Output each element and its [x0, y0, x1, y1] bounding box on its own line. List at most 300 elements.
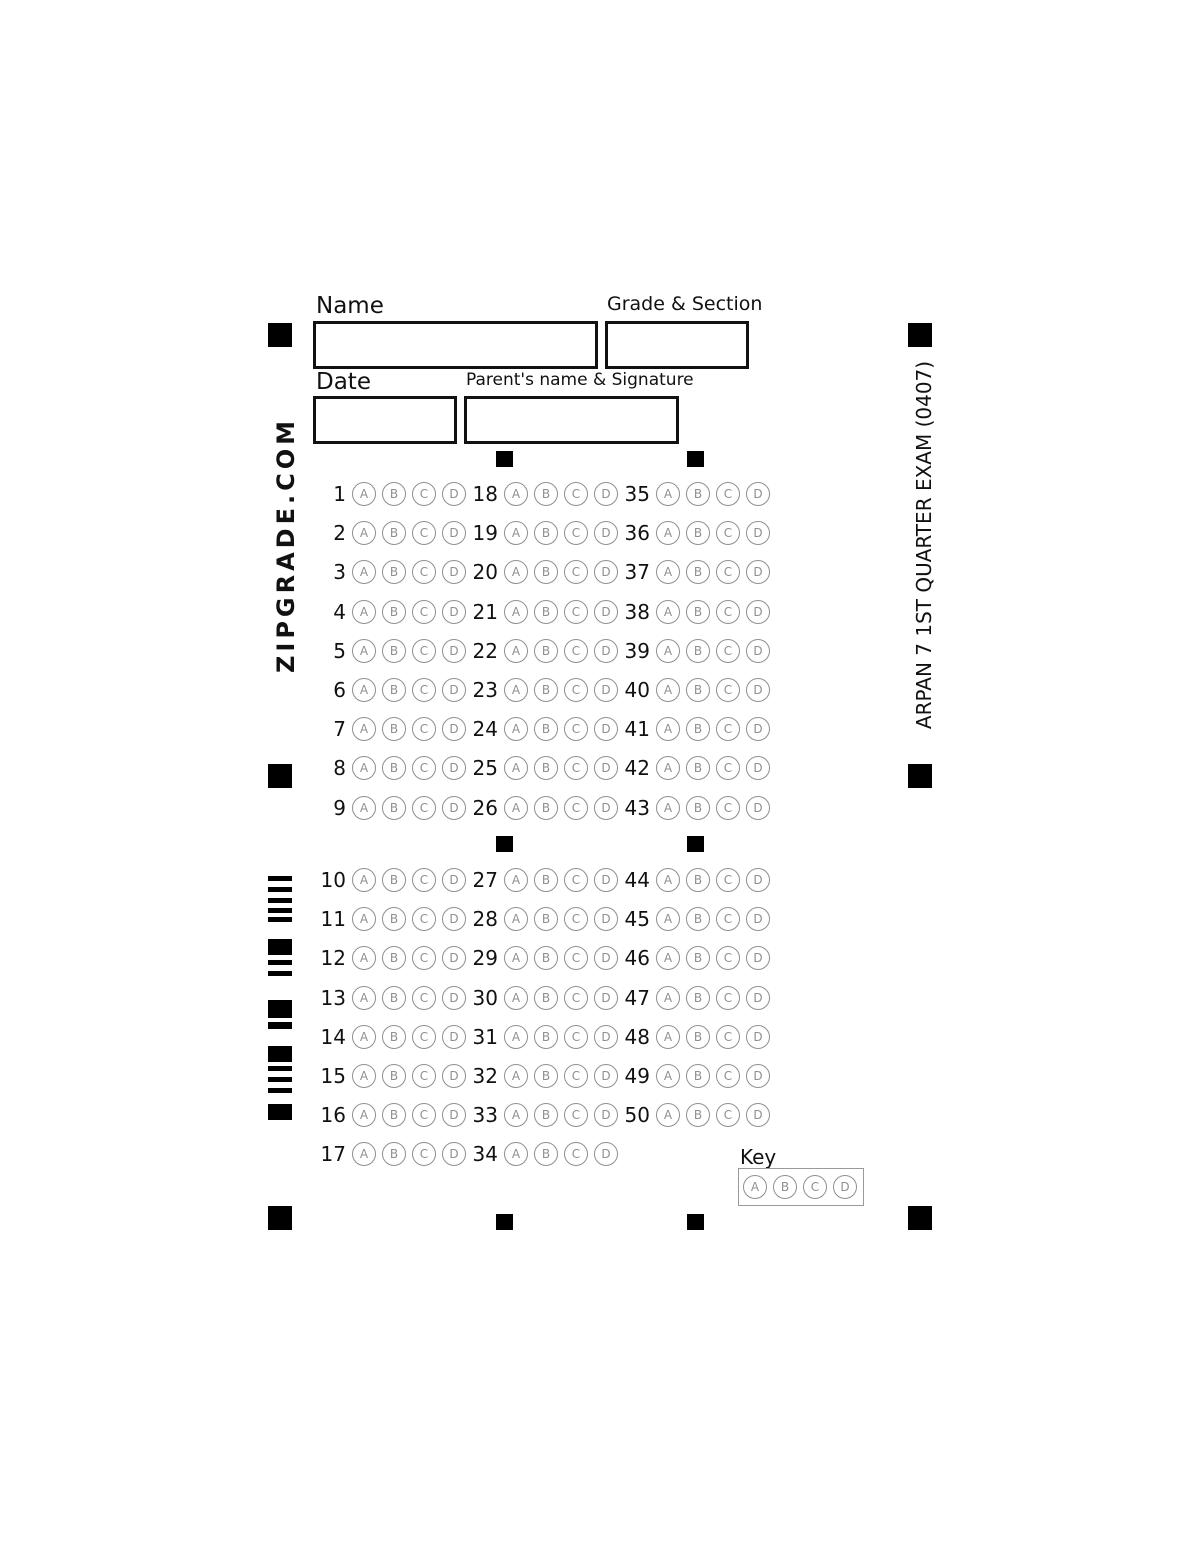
question-row — [622, 1024, 776, 1050]
answer-bubble-d[interactable]: D — [746, 560, 770, 584]
timing-bar — [268, 898, 292, 903]
answer-bubble-c[interactable]: C — [412, 946, 436, 970]
answer-bubble-a[interactable]: A — [504, 907, 528, 931]
answer-bubble-b[interactable]: B — [686, 907, 710, 931]
question-row — [622, 677, 776, 703]
answer-bubble-d[interactable]: D — [594, 796, 618, 820]
answer-bubble-b[interactable]: B — [686, 1064, 710, 1088]
question-row — [622, 985, 776, 1011]
answer-bubble-c[interactable]: C — [412, 1142, 436, 1166]
answer-bubble-b[interactable]: B — [382, 868, 406, 892]
alignment-marker — [687, 451, 704, 467]
question-number: 4 — [333, 599, 346, 624]
timing-bar — [268, 876, 292, 881]
question-number: 2 — [333, 521, 346, 546]
answer-bubble-c[interactable]: C — [412, 907, 436, 931]
answer-bubble-a[interactable]: A — [504, 678, 528, 702]
parent-signature-label: Parent's name & Signature — [466, 370, 694, 390]
answer-bubble-d[interactable]: D — [746, 868, 770, 892]
answer-bubble-c[interactable]: C — [716, 1025, 740, 1049]
answer-bubble-d[interactable]: D — [442, 756, 466, 780]
question-number: 38 — [624, 599, 650, 624]
answer-bubble-b[interactable]: B — [382, 1103, 406, 1127]
answer-bubble-c[interactable]: C — [716, 639, 740, 663]
answer-bubble-b[interactable]: B — [686, 796, 710, 820]
answer-bubble-c[interactable]: C — [716, 1064, 740, 1088]
question-number: 10 — [320, 868, 346, 892]
answer-bubble-b[interactable]: B — [686, 756, 710, 780]
answer-bubble-c[interactable]: C — [412, 560, 436, 584]
key-box — [738, 1168, 864, 1206]
answer-bubble-a[interactable]: A — [656, 482, 680, 506]
answer-bubble-b[interactable]: B — [534, 482, 558, 506]
question-row — [622, 559, 776, 585]
answer-bubble-b[interactable]: B — [686, 1025, 710, 1049]
answer-bubble-a[interactable]: A — [352, 1142, 376, 1166]
answer-bubble-c[interactable]: C — [716, 868, 740, 892]
alignment-marker — [496, 451, 513, 467]
answer-bubble-b[interactable]: B — [534, 1142, 558, 1166]
answer-bubble-b[interactable]: B — [382, 678, 406, 702]
answer-bubble-d[interactable]: D — [746, 986, 770, 1010]
answer-bubble-a[interactable]: A — [656, 796, 680, 820]
answer-bubble-b[interactable]: B — [686, 560, 710, 584]
answer-bubble-b[interactable]: B — [686, 986, 710, 1010]
answer-bubble-c[interactable]: C — [716, 756, 740, 780]
question-row — [470, 599, 624, 625]
alignment-marker — [496, 1214, 513, 1230]
answer-bubble-a[interactable]: A — [504, 639, 528, 663]
timing-bar — [268, 887, 292, 892]
answer-bubble-d[interactable]: D — [594, 946, 618, 970]
brand-logo: ZIPGRADE.COM — [272, 416, 300, 674]
answer-bubble-a[interactable]: A — [352, 521, 376, 545]
answer-bubble-d[interactable]: D — [442, 600, 466, 624]
question-row — [318, 520, 472, 546]
question-number: 12 — [320, 946, 346, 971]
answer-bubble-c[interactable]: C — [412, 1103, 436, 1127]
answer-bubble-a[interactable]: A — [352, 907, 376, 931]
key-bubble-a: A — [743, 1175, 767, 1199]
answer-bubble-c[interactable]: C — [412, 678, 436, 702]
answer-bubble-d[interactable]: D — [594, 600, 618, 624]
question-number: 8 — [333, 756, 346, 781]
answer-bubble-d[interactable]: D — [442, 521, 466, 545]
answer-bubble-a[interactable]: A — [504, 600, 528, 624]
answer-bubble-b[interactable]: B — [382, 1142, 406, 1166]
question-number: 41 — [624, 717, 650, 742]
question-number: 23 — [472, 678, 498, 702]
answer-bubble-c[interactable]: C — [564, 482, 588, 506]
answer-bubble-a[interactable]: A — [352, 482, 376, 506]
question-row — [622, 520, 776, 546]
answer-bubble-c[interactable]: C — [564, 521, 588, 545]
answer-bubble-b[interactable]: B — [686, 868, 710, 892]
answer-bubble-a[interactable]: A — [504, 521, 528, 545]
alignment-marker — [268, 1206, 292, 1230]
answer-bubble-a[interactable]: A — [352, 1103, 376, 1127]
answer-bubble-d[interactable]: D — [442, 946, 466, 970]
answer-bubble-c[interactable]: C — [564, 986, 588, 1010]
answer-bubble-d[interactable]: D — [746, 1025, 770, 1049]
answer-bubble-b[interactable]: B — [686, 482, 710, 506]
answer-bubble-c[interactable]: C — [564, 1103, 588, 1127]
answer-bubble-a[interactable]: A — [656, 560, 680, 584]
answer-bubble-b[interactable]: B — [534, 946, 558, 970]
answer-bubble-a[interactable]: A — [656, 1064, 680, 1088]
answer-bubble-d[interactable]: D — [594, 1025, 618, 1049]
question-number: 33 — [472, 1103, 498, 1128]
timing-bar — [268, 908, 292, 913]
answer-bubble-d[interactable]: D — [746, 907, 770, 931]
question-number: 44 — [624, 868, 650, 892]
answer-bubble-c[interactable]: C — [716, 907, 740, 931]
answer-bubble-c[interactable]: C — [412, 482, 436, 506]
answer-bubble-a[interactable]: A — [656, 639, 680, 663]
answer-bubble-c[interactable]: C — [564, 600, 588, 624]
answer-bubble-d[interactable]: D — [746, 756, 770, 780]
answer-bubble-d[interactable]: D — [594, 1103, 618, 1127]
answer-bubble-c[interactable]: C — [564, 756, 588, 780]
answer-bubble-c[interactable]: C — [564, 796, 588, 820]
question-row — [318, 867, 472, 893]
question-row — [470, 867, 624, 893]
question-number: 48 — [624, 1024, 650, 1049]
answer-bubble-b[interactable]: B — [534, 907, 558, 931]
answer-bubble-c[interactable]: C — [716, 482, 740, 506]
answer-bubble-d[interactable]: D — [594, 560, 618, 584]
answer-bubble-b[interactable]: B — [686, 639, 710, 663]
answer-bubble-c[interactable]: C — [412, 521, 436, 545]
question-number: 49 — [624, 1064, 650, 1088]
answer-bubble-d[interactable]: D — [442, 986, 466, 1010]
answer-bubble-b[interactable]: B — [534, 868, 558, 892]
answer-bubble-a[interactable]: A — [504, 482, 528, 506]
answer-bubble-b[interactable]: B — [534, 678, 558, 702]
question-number: 34 — [472, 1142, 498, 1167]
timing-bar — [268, 1104, 292, 1120]
answer-bubble-a[interactable]: A — [352, 1025, 376, 1049]
answer-bubble-c[interactable]: C — [412, 756, 436, 780]
answer-bubble-d[interactable]: D — [746, 717, 770, 741]
answer-bubble-b[interactable]: B — [686, 717, 710, 741]
answer-bubble-a[interactable]: A — [656, 600, 680, 624]
answer-bubble-a[interactable]: A — [352, 560, 376, 584]
timing-bar — [268, 1022, 292, 1029]
answer-bubble-d[interactable]: D — [594, 521, 618, 545]
answer-bubble-c[interactable]: C — [412, 1064, 436, 1088]
answer-bubble-c[interactable]: C — [716, 946, 740, 970]
question-number: 36 — [624, 521, 650, 546]
answer-bubble-d[interactable]: D — [442, 1064, 466, 1088]
answer-bubble-a[interactable]: A — [656, 756, 680, 780]
answer-bubble-a[interactable]: A — [504, 1142, 528, 1166]
answer-bubble-d[interactable]: D — [442, 868, 466, 892]
answer-bubble-a[interactable]: A — [504, 1064, 528, 1088]
answer-bubble-d[interactable]: D — [746, 482, 770, 506]
answer-bubble-b[interactable]: B — [534, 1064, 558, 1088]
answer-bubble-c[interactable]: C — [412, 868, 436, 892]
answer-bubble-c[interactable]: C — [564, 868, 588, 892]
answer-bubble-d[interactable]: D — [442, 678, 466, 702]
answer-bubble-a[interactable]: A — [352, 600, 376, 624]
question-row — [470, 677, 624, 703]
answer-bubble-a[interactable]: A — [504, 1103, 528, 1127]
answer-bubble-c[interactable]: C — [412, 600, 436, 624]
answer-bubble-a[interactable]: A — [352, 1064, 376, 1088]
question-row — [318, 906, 472, 932]
question-row — [470, 1102, 624, 1128]
grade-section-field[interactable] — [605, 321, 749, 369]
answer-bubble-a[interactable]: A — [656, 1103, 680, 1127]
answer-bubble-b[interactable]: B — [534, 521, 558, 545]
question-number: 9 — [333, 795, 346, 820]
question-number: 24 — [472, 717, 498, 742]
answer-bubble-a[interactable]: A — [352, 986, 376, 1010]
timing-bar — [268, 960, 292, 965]
answer-bubble-a[interactable]: A — [656, 678, 680, 702]
question-number: 7 — [333, 717, 346, 742]
question-number: 17 — [320, 1142, 346, 1167]
answer-bubble-d[interactable]: D — [746, 678, 770, 702]
question-number: 29 — [472, 946, 498, 971]
answer-bubble-b[interactable]: B — [382, 796, 406, 820]
answer-bubble-b[interactable]: B — [382, 756, 406, 780]
question-row — [318, 559, 472, 585]
answer-bubble-d[interactable]: D — [442, 796, 466, 820]
question-row — [470, 755, 624, 781]
answer-bubble-a[interactable]: A — [656, 986, 680, 1010]
answer-bubble-a[interactable]: A — [352, 796, 376, 820]
question-number: 37 — [624, 560, 650, 585]
answer-bubble-a[interactable]: A — [352, 946, 376, 970]
question-row — [470, 481, 624, 507]
answer-bubble-b[interactable]: B — [534, 986, 558, 1010]
answer-bubble-d[interactable]: D — [442, 639, 466, 663]
answer-bubble-a[interactable]: A — [504, 796, 528, 820]
alignment-marker — [908, 1206, 932, 1230]
answer-bubble-a[interactable]: A — [352, 717, 376, 741]
question-row — [318, 1102, 472, 1128]
answer-bubble-c[interactable]: C — [716, 678, 740, 702]
answer-bubble-b[interactable]: B — [382, 600, 406, 624]
answer-bubble-c[interactable]: C — [716, 521, 740, 545]
answer-bubble-b[interactable]: B — [534, 717, 558, 741]
answer-bubble-c[interactable]: C — [716, 986, 740, 1010]
question-row — [622, 599, 776, 625]
answer-bubble-b[interactable]: B — [686, 600, 710, 624]
answer-bubble-b[interactable]: B — [382, 482, 406, 506]
timing-bar — [268, 1066, 292, 1071]
name-field[interactable] — [313, 321, 598, 369]
answer-bubble-a[interactable]: A — [656, 717, 680, 741]
answer-bubble-d[interactable]: D — [594, 986, 618, 1010]
answer-bubble-a[interactable]: A — [656, 1025, 680, 1049]
key-bubble-c: C — [803, 1175, 827, 1199]
answer-bubble-a[interactable]: A — [656, 907, 680, 931]
answer-bubble-b[interactable]: B — [382, 907, 406, 931]
answer-bubble-b[interactable]: B — [534, 560, 558, 584]
answer-bubble-d[interactable]: D — [442, 1142, 466, 1166]
answer-bubble-d[interactable]: D — [746, 600, 770, 624]
date-field[interactable] — [313, 396, 457, 444]
answer-bubble-a[interactable]: A — [504, 717, 528, 741]
answer-bubble-d[interactable]: D — [746, 1064, 770, 1088]
answer-bubble-c[interactable]: C — [564, 1025, 588, 1049]
alignment-marker — [687, 836, 704, 852]
alignment-marker — [496, 836, 513, 852]
answer-bubble-b[interactable]: B — [534, 756, 558, 780]
answer-bubble-a[interactable]: A — [504, 1025, 528, 1049]
question-row — [470, 985, 624, 1011]
answer-bubble-d[interactable]: D — [746, 1103, 770, 1127]
date-label: Date — [316, 369, 371, 395]
answer-bubble-b[interactable]: B — [382, 1025, 406, 1049]
question-row — [318, 945, 472, 971]
key-bubble-d: D — [833, 1175, 857, 1199]
question-number: 30 — [472, 985, 498, 1010]
answer-bubble-c[interactable]: C — [564, 946, 588, 970]
question-row — [470, 559, 624, 585]
answer-bubble-b[interactable]: B — [382, 986, 406, 1010]
question-row — [470, 906, 624, 932]
answer-bubble-b[interactable]: B — [382, 717, 406, 741]
name-label: Name — [316, 293, 384, 319]
answer-bubble-c[interactable]: C — [564, 1064, 588, 1088]
answer-bubble-d[interactable]: D — [746, 796, 770, 820]
answer-bubble-d[interactable]: D — [442, 907, 466, 931]
answer-bubble-c[interactable]: C — [564, 639, 588, 663]
answer-bubble-d[interactable]: D — [594, 639, 618, 663]
question-number: 16 — [320, 1103, 346, 1128]
answer-bubble-c[interactable]: C — [564, 717, 588, 741]
answer-bubble-b[interactable]: B — [686, 946, 710, 970]
answer-bubble-b[interactable]: B — [686, 678, 710, 702]
answer-bubble-d[interactable]: D — [594, 678, 618, 702]
question-number: 13 — [320, 985, 346, 1010]
answer-bubble-a[interactable]: A — [656, 946, 680, 970]
answer-bubble-c[interactable]: C — [716, 1103, 740, 1127]
answer-bubble-a[interactable]: A — [352, 756, 376, 780]
answer-bubble-b[interactable]: B — [382, 639, 406, 663]
answer-bubble-c[interactable]: C — [564, 1142, 588, 1166]
answer-bubble-d[interactable]: D — [746, 946, 770, 970]
answer-bubble-c[interactable]: C — [412, 717, 436, 741]
question-row — [470, 716, 624, 742]
question-number: 27 — [472, 868, 498, 892]
answer-bubble-b[interactable]: B — [382, 560, 406, 584]
answer-bubble-d[interactable]: D — [594, 1064, 618, 1088]
answer-bubble-b[interactable]: B — [534, 639, 558, 663]
answer-bubble-c[interactable]: C — [564, 907, 588, 931]
answer-bubble-c[interactable]: C — [412, 639, 436, 663]
question-row — [318, 1063, 472, 1089]
question-number: 20 — [472, 560, 498, 585]
answer-bubble-d[interactable]: D — [442, 1103, 466, 1127]
answer-bubble-b[interactable]: B — [686, 521, 710, 545]
answer-bubble-d[interactable]: D — [442, 1025, 466, 1049]
answer-bubble-d[interactable]: D — [442, 717, 466, 741]
grade-section-label: Grade & Section — [607, 293, 763, 315]
answer-bubble-c[interactable]: C — [564, 678, 588, 702]
answer-bubble-d[interactable]: D — [746, 521, 770, 545]
answer-bubble-a[interactable]: A — [504, 986, 528, 1010]
question-number: 11 — [320, 907, 346, 932]
question-number: 32 — [472, 1064, 498, 1088]
answer-bubble-d[interactable]: D — [594, 1142, 618, 1166]
answer-bubble-c[interactable]: C — [412, 796, 436, 820]
timing-bar — [268, 1077, 292, 1082]
question-row — [470, 945, 624, 971]
answer-bubble-b[interactable]: B — [534, 1025, 558, 1049]
answer-bubble-c[interactable]: C — [716, 717, 740, 741]
question-row — [318, 716, 472, 742]
answer-bubble-c[interactable]: C — [716, 796, 740, 820]
parent-signature-field[interactable] — [464, 396, 679, 444]
answer-bubble-c[interactable]: C — [412, 986, 436, 1010]
answer-bubble-d[interactable]: D — [746, 639, 770, 663]
answer-bubble-a[interactable]: A — [504, 756, 528, 780]
answer-bubble-d[interactable]: D — [442, 482, 466, 506]
answer-bubble-a[interactable]: A — [352, 868, 376, 892]
answer-bubble-b[interactable]: B — [534, 1103, 558, 1127]
question-row — [470, 638, 624, 664]
answer-bubble-a[interactable]: A — [504, 946, 528, 970]
question-row — [318, 481, 472, 507]
answer-bubble-b[interactable]: B — [534, 796, 558, 820]
question-row — [470, 1024, 624, 1050]
question-number: 1 — [333, 482, 346, 506]
answer-bubble-d[interactable]: D — [594, 482, 618, 506]
answer-bubble-a[interactable]: A — [352, 678, 376, 702]
question-number: 40 — [624, 678, 650, 702]
question-number: 18 — [472, 482, 498, 506]
answer-bubble-b[interactable]: B — [382, 521, 406, 545]
question-row — [622, 795, 776, 821]
answer-bubble-c[interactable]: C — [564, 560, 588, 584]
question-row — [318, 1024, 472, 1050]
answer-bubble-c[interactable]: C — [412, 1025, 436, 1049]
answer-bubble-d[interactable]: D — [594, 907, 618, 931]
answer-bubble-a[interactable]: A — [504, 560, 528, 584]
answer-bubble-b[interactable]: B — [382, 946, 406, 970]
alignment-marker — [908, 323, 932, 347]
answer-bubble-c[interactable]: C — [716, 560, 740, 584]
answer-bubble-b[interactable]: B — [534, 600, 558, 624]
answer-bubble-c[interactable]: C — [716, 600, 740, 624]
question-row — [622, 481, 776, 507]
answer-bubble-a[interactable]: A — [656, 521, 680, 545]
answer-bubble-a[interactable]: A — [656, 868, 680, 892]
key-label: Key — [740, 1145, 777, 1169]
question-row — [318, 677, 472, 703]
answer-bubble-d[interactable]: D — [594, 717, 618, 741]
question-row — [318, 599, 472, 625]
question-number: 22 — [472, 638, 498, 663]
answer-bubble-d[interactable]: D — [442, 560, 466, 584]
question-number: 3 — [333, 560, 346, 585]
answer-bubble-d[interactable]: D — [594, 756, 618, 780]
answer-bubble-a[interactable]: A — [504, 868, 528, 892]
question-number: 35 — [624, 482, 650, 506]
question-row — [622, 755, 776, 781]
answer-bubble-d[interactable]: D — [594, 868, 618, 892]
question-row — [622, 945, 776, 971]
answer-bubble-a[interactable]: A — [352, 639, 376, 663]
answer-bubble-b[interactable]: B — [686, 1103, 710, 1127]
answer-bubble-b[interactable]: B — [382, 1064, 406, 1088]
key-bubble-b: B — [773, 1175, 797, 1199]
